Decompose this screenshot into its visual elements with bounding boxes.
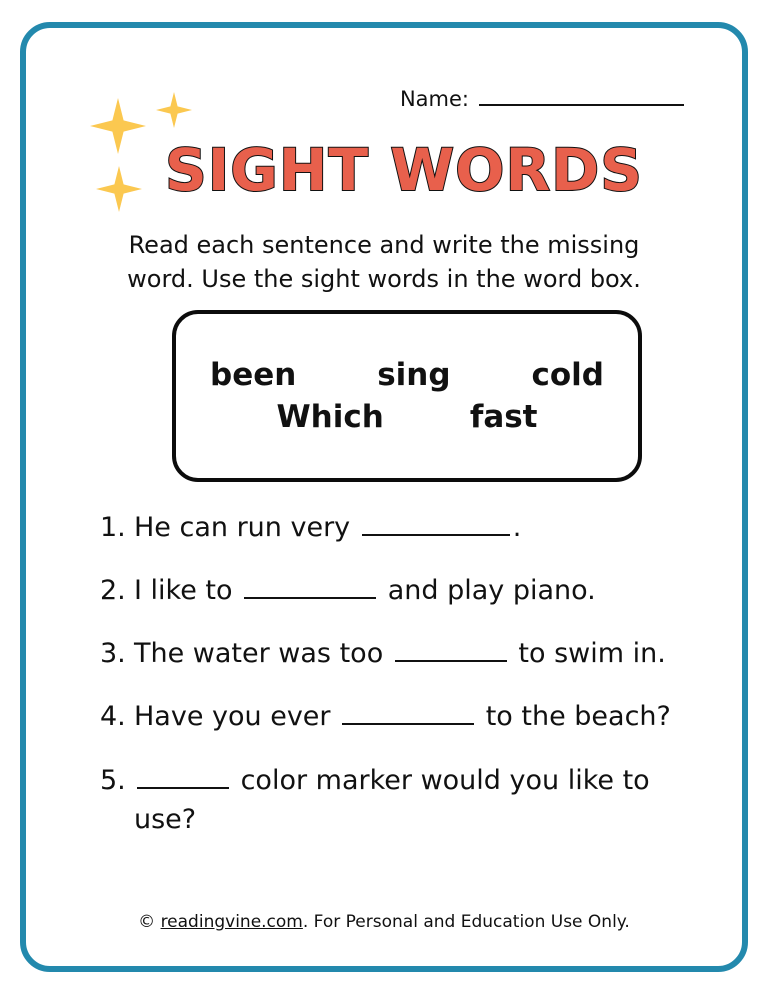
name-field-row (400, 84, 684, 111)
question-number: 3. (100, 638, 126, 670)
footer-rest: . For Personal and Education Use Only. (302, 912, 630, 932)
footer-site-link[interactable]: readingvine.com (160, 912, 303, 932)
question-list (100, 508, 686, 863)
question-item (100, 761, 686, 839)
question-text (134, 697, 686, 736)
footer-credit (26, 912, 742, 932)
question-text-after: and play piano. (379, 575, 596, 607)
question-text (134, 571, 686, 610)
question-item (100, 508, 686, 547)
worksheet-sheet (20, 22, 748, 972)
question-text-after: color marker would you like to use? (134, 764, 650, 835)
question-text (134, 508, 686, 547)
answer-blank[interactable] (342, 704, 474, 725)
answer-blank[interactable] (362, 515, 510, 536)
name-label: Name: (399, 87, 469, 111)
word-item: Which (276, 399, 384, 435)
question-text (134, 634, 686, 673)
question-number: 1. (100, 512, 126, 543)
word-item: sing (377, 357, 451, 393)
question-text-after: . (512, 512, 522, 543)
word-box-row-1 (210, 357, 604, 393)
question-number: 4. (100, 701, 126, 733)
sparkle-icon (156, 92, 192, 128)
question-text-before: Have you ever (134, 701, 340, 733)
word-item: fast (469, 399, 538, 435)
page-title: SIGHT WORDS (164, 136, 644, 204)
word-item: been (210, 357, 297, 393)
answer-blank[interactable] (395, 641, 507, 662)
question-number: 5. (100, 764, 126, 796)
footer-copyright: © (138, 912, 161, 932)
question-item (100, 571, 686, 610)
word-box-row-2 (210, 399, 604, 435)
question-number: 2. (100, 575, 126, 607)
question-text-before: I like to (134, 575, 242, 607)
answer-blank[interactable] (137, 768, 229, 789)
question-item (100, 634, 686, 673)
word-box (172, 310, 642, 482)
word-item: cold (531, 357, 604, 393)
question-item (100, 697, 686, 736)
answer-blank[interactable] (244, 578, 376, 599)
question-text-before: He can run very (134, 512, 359, 543)
question-text-after: to the beach? (477, 701, 671, 733)
instructions-text: Read each sentence and write the missing word. Use the sight words in the word box. (127, 231, 641, 294)
question-text-after: to swim in. (509, 638, 666, 670)
name-write-line[interactable] (479, 84, 684, 106)
question-text (134, 761, 686, 839)
question-text-before: The water was too (134, 638, 392, 670)
